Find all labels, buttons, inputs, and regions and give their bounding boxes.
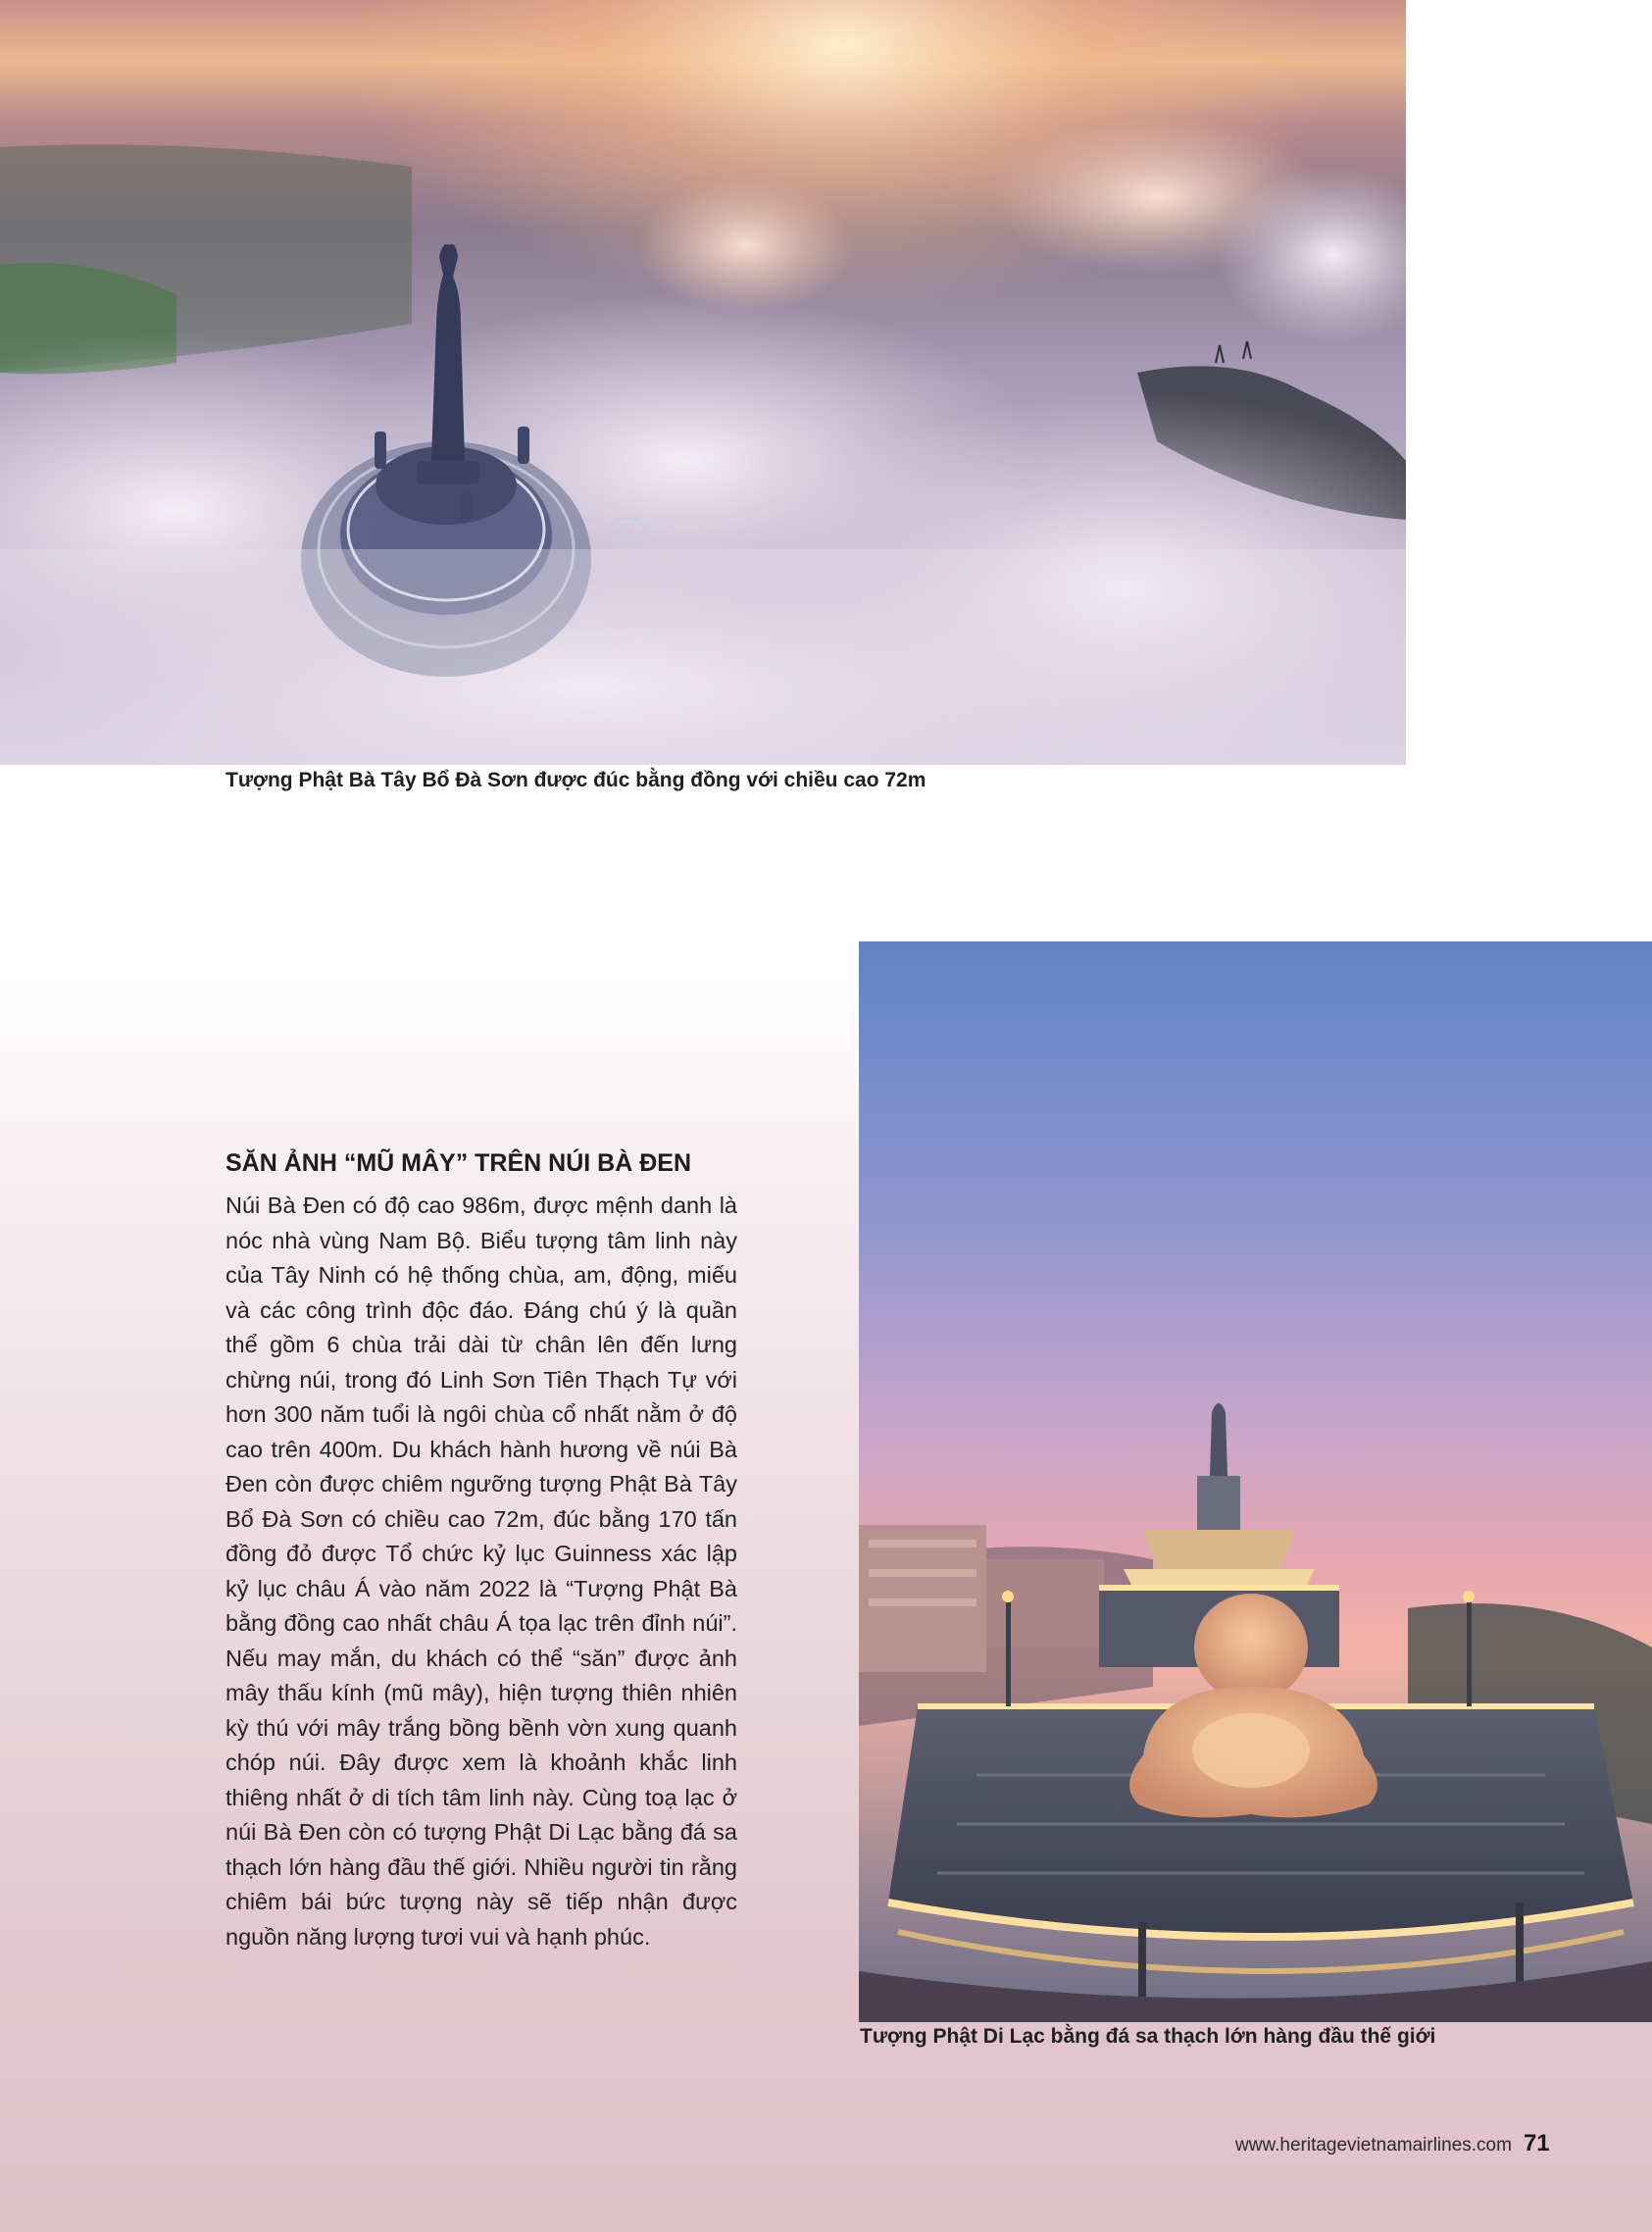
statue-clouds-photo — [0, 0, 1406, 765]
article-body: Núi Bà Đen có độ cao 986m, được mệnh danh là nóc nhà vùng Nam Bộ. Biểu tượng tâm linh này của Tây Ninh có hệ thống chùa, am, động, miếu và các công trình độc đáo. Đáng chú ý là quần thể gồm 6 chùa trải dài từ chân lên đến lưng chừng núi, trong đó Linh Sơn Tiên Thạch Tự với hơn 300 năm tuổi là ngôi chùa cổ nhất nằm ở độ cao trên 400m. Du khách hành hương về núi Bà Đen còn được chiêm ngưỡng tượng Phật Bà Tây Bổ Đà Sơn có chiều cao 72m, đúc bằng 170 tấn đồng đỏ được Tổ chức kỷ lục Guinness xác lập kỷ lục châu Á vào năm 2022 là “Tượng Phật Bà bằng đồng cao nhất châu Á tọa lạc trên đỉnh núi”. Nếu may mắn, du khách có thể “săn” được ảnh mây thấu kính (mũ mây), hiện tượng thiên nhiên kỳ thú với mây trắng bồng bềnh vờn xung quanh chóp núi. Đây được xem là khoảnh khắc linh thiêng nhất ở di tích tâm linh này. Cùng toạ lạc ở núi Bà Đen còn có tượng Phật Di Lạc bằng đá sa thạch lớn hàng đầu thế giới. Nhiều người tin rằng chiêm bái bức tượng này sẽ tiếp nhận được nguồn năng lượng tươi vui và hạnh phúc. — [225, 1192, 737, 1950]
page-footer — [1235, 2130, 1550, 2157]
maitreya-statue-photo — [859, 941, 1652, 2022]
article-heading: SĂN ẢNH “MŨ MÂY” TRÊN NÚI BÀ ĐEN — [225, 1149, 691, 1177]
website-url: www.heritagevietnamairlines.com — [1235, 2135, 1512, 2156]
top-photo-caption: Tượng Phật Bà Tây Bổ Đà Sơn được đúc bằng đồng với chiều cao 72m — [225, 769, 926, 791]
article — [225, 1145, 737, 1954]
right-photo-caption: Tượng Phật Di Lạc bằng đá sa thạch lớn hàng đầu thế giới — [860, 2025, 1436, 2048]
page-number: 71 — [1523, 2130, 1550, 2156]
